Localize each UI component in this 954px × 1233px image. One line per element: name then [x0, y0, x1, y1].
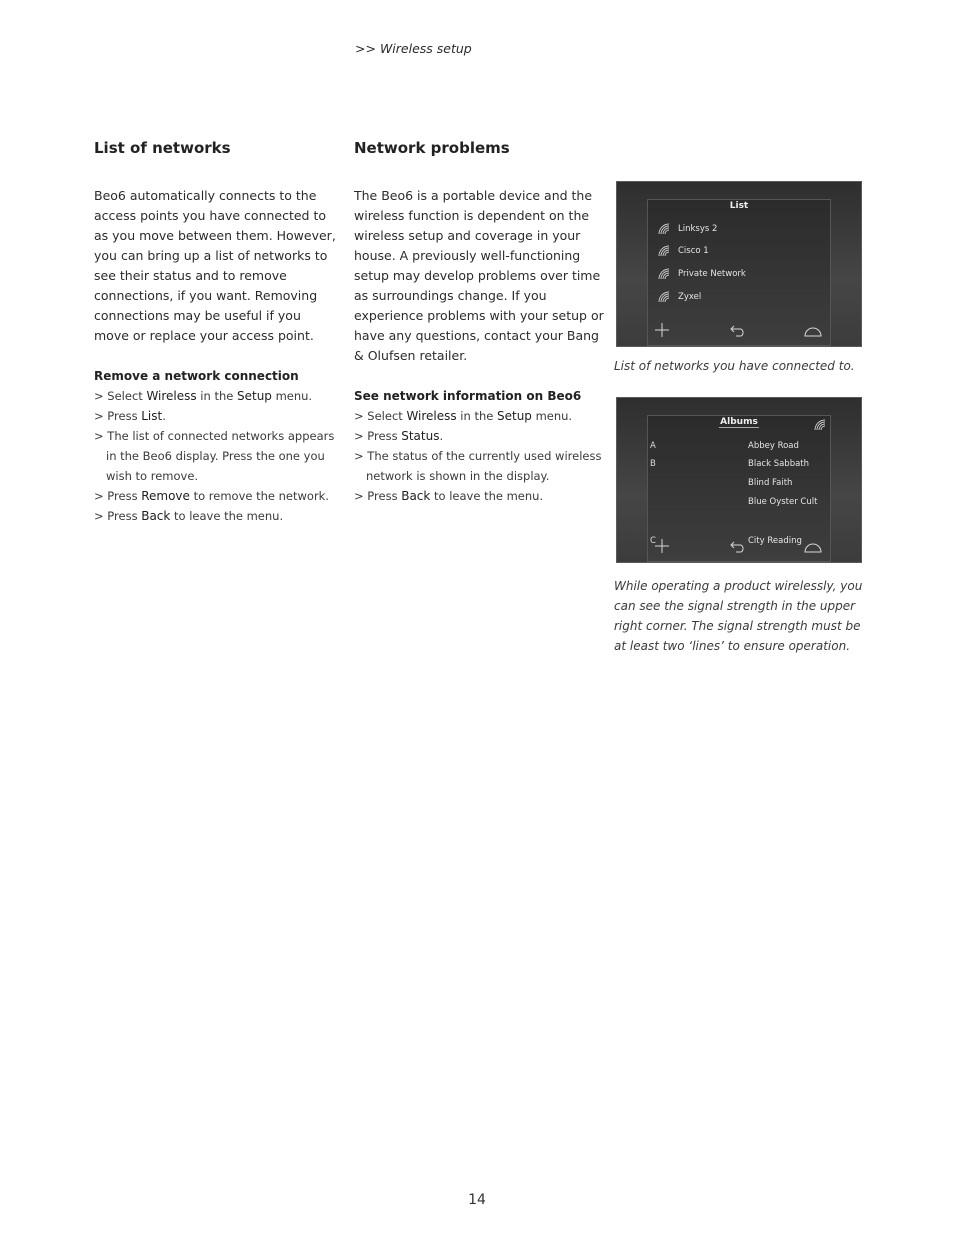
- beo6-albums-screenshot: [616, 397, 862, 563]
- network-item: [658, 266, 746, 282]
- step-keyword: Back: [401, 489, 431, 503]
- step-keyword: Status: [401, 429, 440, 443]
- instruction-step: > Press Back to leave the menu.: [94, 509, 284, 523]
- signal-strength-caption: While operating a product wirelessly, you can see the signal strength in the upper right corner. The signal strength must be at least two ‘lines’ to ensure operation.: [614, 579, 863, 653]
- step-keyword: Remove: [141, 489, 190, 503]
- back-icon: [730, 539, 746, 553]
- network-problems-column: [354, 138, 604, 506]
- home-icon: [804, 323, 822, 337]
- instruction-step: > The list of connected networks appears in the Beo6 display. Press the one you wish to remove.: [94, 429, 335, 483]
- instruction-step: > The status of the currently used wireless network is shown in the display.: [354, 449, 602, 483]
- index-letter: B: [650, 459, 656, 469]
- display-title: Albums: [720, 417, 758, 427]
- wifi-icon: [658, 245, 670, 257]
- signal-strength-icon: [814, 419, 826, 431]
- list-of-networks-paragraph: Beo6 automatically connects to the access points you have connected to as you move between them. However, you can bring up a list of networks to see their status and to remove connections, if you want. Removing connections may be useful if you move or replace your access point.: [94, 188, 336, 343]
- network-list-caption: List of networks you have connected to.: [614, 359, 855, 373]
- network-problems-heading: Network problems: [354, 139, 510, 157]
- beo6-network-list-screenshot: [616, 181, 862, 347]
- instruction-step: > Press Remove to remove the network.: [94, 489, 329, 503]
- network-item: [658, 221, 717, 237]
- beo6-display: [647, 415, 831, 562]
- network-name: Linksys 2: [678, 224, 718, 234]
- list-of-networks-column: [94, 138, 339, 526]
- breadcrumb-text: Wireless setup: [379, 41, 472, 56]
- network-name: Cisco 1: [678, 246, 709, 256]
- add-icon: [654, 539, 670, 553]
- wifi-icon: [658, 268, 670, 280]
- step-keyword: Setup: [236, 389, 272, 403]
- list-of-networks-heading: List of networks: [94, 139, 231, 157]
- network-name: Private Network: [678, 269, 746, 279]
- home-icon: [804, 539, 822, 553]
- album-item: City Reading: [748, 536, 802, 546]
- network-name: Zyxel: [678, 292, 702, 302]
- album-item: Black Sabbath: [748, 459, 810, 469]
- network-info-subheading: See network information on Beo6: [354, 389, 582, 403]
- breadcrumb-prefix: >>: [355, 41, 376, 56]
- step-keyword: Wireless: [146, 389, 197, 403]
- index-letter: A: [650, 441, 656, 451]
- back-icon: [730, 323, 746, 337]
- instruction-step: > Select Wireless in the Setup menu.: [354, 409, 573, 423]
- step-keyword: Back: [141, 509, 171, 523]
- instruction-step: > Select Wireless in the Setup menu.: [94, 389, 313, 403]
- page-number: 14: [468, 1192, 486, 1208]
- album-item: Abbey Road: [748, 441, 799, 451]
- instruction-step: > Press List.: [94, 409, 166, 423]
- add-icon: [654, 323, 670, 337]
- network-info-steps: [354, 406, 604, 506]
- instruction-step: > Press Back to leave the menu.: [354, 489, 544, 503]
- breadcrumb: [355, 41, 472, 56]
- instruction-step: > Press Status.: [354, 429, 444, 443]
- remove-connection-subheading: Remove a network connection: [94, 369, 299, 383]
- wifi-icon: [658, 223, 670, 235]
- beo6-display: [647, 199, 831, 346]
- network-problems-paragraph: The Beo6 is a portable device and the wireless function is dependent on the wireless setup and coverage in your house. A previously well-functioning setup may develop problems over time as surroundings change. If you experience problems with your setup or have any questions, contact your Bang & Olufsen retailer.: [354, 188, 604, 363]
- network-item: [658, 289, 701, 305]
- album-item: Blue Oyster Cult: [748, 497, 818, 507]
- display-title: List: [729, 201, 749, 211]
- album-item: Blind Faith: [748, 478, 793, 488]
- step-keyword: Setup: [496, 409, 532, 423]
- step-keyword: Wireless: [406, 409, 457, 423]
- wifi-icon: [658, 291, 670, 303]
- step-keyword: List: [141, 409, 163, 423]
- network-item: [658, 243, 709, 259]
- index-letter: C: [650, 536, 656, 546]
- remove-connection-steps: [94, 386, 339, 526]
